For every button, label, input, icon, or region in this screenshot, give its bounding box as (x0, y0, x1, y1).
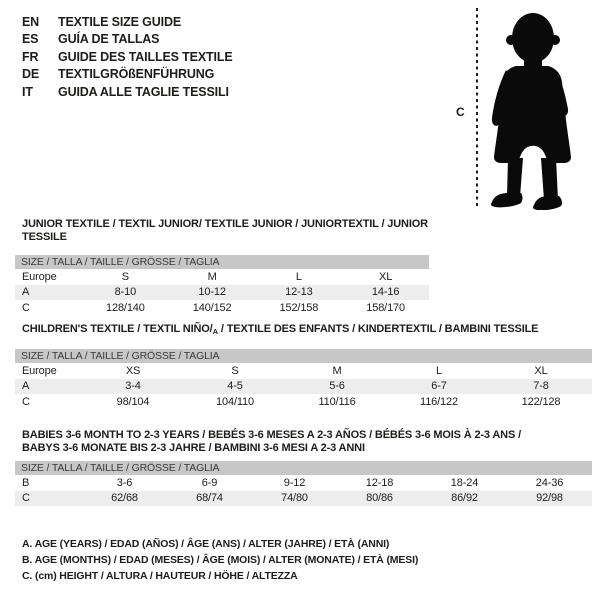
row-value: 80/86 (366, 492, 393, 505)
language-row (22, 83, 233, 101)
row-value: XL (534, 364, 548, 377)
language-row (22, 13, 233, 31)
size-table (15, 429, 592, 506)
language-code: DE (22, 67, 40, 82)
row-value: 8-10 (114, 286, 137, 299)
language-list (22, 13, 233, 101)
table-row (15, 300, 429, 316)
size-header-bar: SIZE / TALLA / TAILLE / GRÖSSE / TAGLIA (15, 461, 592, 475)
row-value: 86/92 (451, 492, 478, 505)
row-value: 104/110 (216, 395, 254, 408)
size-header-bar: SIZE / TALLA / TAILLE / GRÖSSE / TAGLIA (15, 349, 592, 363)
table-row (15, 285, 429, 301)
row-value: 12-13 (285, 286, 313, 299)
language-row (22, 66, 233, 84)
language-title: GUÍA DE TALLAS (58, 32, 160, 47)
footnote-line: C. (cm) HEIGHT / ALTURA / HAUTEUR / HÖHE / ALTEZZA (22, 570, 298, 582)
table-row (15, 394, 592, 410)
table-row (15, 269, 429, 285)
language-code: EN (22, 14, 40, 29)
row-value: L (295, 270, 302, 283)
row-value: 62/68 (111, 492, 138, 505)
table-title-subscript: A (212, 327, 219, 336)
toddler-silhouette-icon (486, 10, 576, 210)
row-value: 7-8 (533, 380, 549, 393)
table-row (15, 363, 592, 379)
row-label: C (22, 395, 30, 408)
language-row (22, 31, 233, 49)
table-title (15, 323, 592, 338)
row-label: A (22, 286, 30, 299)
row-label: C (22, 492, 30, 505)
row-value: M (207, 270, 217, 283)
row-value: 74/80 (281, 492, 308, 505)
measure-c-label: C (456, 105, 465, 119)
row-value: 3-4 (125, 380, 141, 393)
row-value: 24-36 (535, 476, 564, 489)
row-value: 140/152 (192, 301, 232, 314)
size-table (15, 218, 429, 316)
language-code: FR (22, 49, 39, 64)
row-value: 128/140 (106, 301, 145, 314)
row-label: Europe (22, 364, 57, 377)
row-value: 9-12 (283, 476, 306, 489)
size-table (15, 323, 592, 410)
row-value: 3-6 (116, 476, 133, 489)
row-value: XS (125, 364, 141, 377)
table-title-text: CHILDREN'S TEXTILE / TEXTIL NIÑO/ (22, 323, 213, 335)
table-title-line: BABYS 3-6 MONATE BIS 2-3 JAHRE / BAMBINI 3-6 MESI A 2-3 ANNI (22, 442, 365, 454)
language-code: ES (22, 32, 39, 47)
row-value: S (121, 270, 129, 283)
row-value: 12-18 (365, 476, 394, 489)
row-value: 122/128 (521, 395, 561, 408)
row-value: XL (379, 270, 393, 283)
footnote-line: A. AGE (YEARS) / EDAD (AÑOS) / ÂGE (ANS) / ALTER (JAHRE) / ETÀ (ANNI) (22, 538, 390, 550)
language-title: GUIDE DES TAILLES TEXTILE (58, 49, 233, 64)
footnote-line: B. AGE (MONTHS) / EDAD (MESES) / ÂGE (MOIS) / ALTER (MONATE) / ETÀ (MESI) (22, 554, 419, 566)
footnotes (22, 536, 418, 584)
row-value: 6-9 (201, 476, 218, 489)
row-value: 110/116 (318, 395, 356, 408)
row-value: 68/74 (196, 492, 223, 505)
row-value: 5-6 (329, 380, 345, 393)
row-label: B (22, 476, 30, 489)
table-title-text: / TEXTILE DES ENFANTS / KINDERTEXTIL / BAMBINI TESSILE (218, 323, 539, 335)
row-label: A (22, 380, 30, 393)
language-title: TEXTILGRÖßENFÜHRUNG (58, 67, 215, 82)
language-row (22, 48, 233, 66)
table-title-line: BABIES 3-6 MONTH TO 2-3 YEARS / BEBÉS 3-6 MESES A 2-3 AÑOS / BÉBÉS 3-6 MOIS À 2-3 ANS / (22, 429, 521, 441)
language-title: GUIDA ALLE TAGLIE TESSILI (58, 84, 229, 99)
row-value: 98/104 (116, 395, 150, 408)
table-title (15, 218, 429, 244)
table-row (15, 475, 592, 491)
table-title (15, 429, 592, 455)
row-value: 152/158 (279, 301, 319, 314)
row-value: M (332, 364, 342, 377)
row-value: S (231, 364, 239, 377)
language-title: TEXTILE SIZE GUIDE (58, 14, 182, 29)
row-label: Europe (22, 270, 57, 283)
row-value: 14-16 (371, 286, 400, 299)
row-label: C (22, 301, 30, 314)
row-value: 116/122 (420, 395, 458, 408)
row-value: L (436, 364, 442, 377)
figure-height-measure (440, 0, 600, 215)
row-value: 158/170 (366, 301, 405, 314)
row-value: 6-7 (431, 380, 447, 393)
table-title-line: JUNIOR TEXTILE / TEXTIL JUNIOR/ TEXTILE JUNIOR / JUNIORTEXTIL / JUNIOR TESSILE (22, 218, 428, 243)
language-code: IT (22, 84, 33, 99)
size-header-bar: SIZE / TALLA / TAILLE / GRÖSSE / TAGLIA (15, 255, 429, 269)
row-value: 18-24 (450, 476, 479, 489)
row-value: 4-5 (227, 380, 243, 393)
row-value: 10-12 (198, 286, 226, 299)
table-row (15, 379, 592, 395)
height-dashed-line-icon (476, 8, 478, 207)
table-row (15, 491, 592, 507)
row-value: 92/98 (536, 492, 563, 505)
